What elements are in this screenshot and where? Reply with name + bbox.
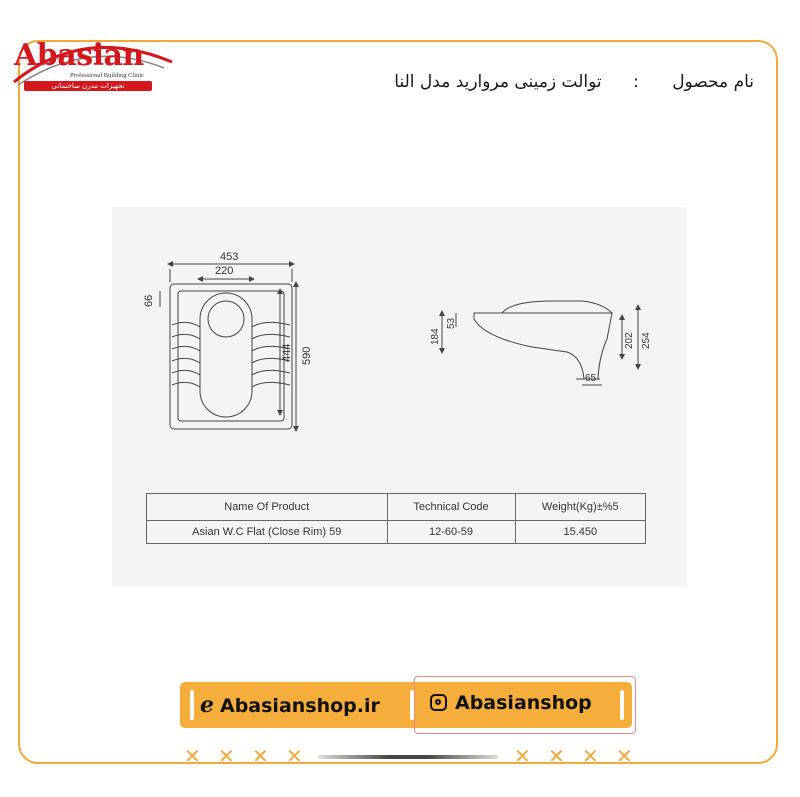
- table-cell: 15.450: [515, 521, 645, 544]
- x-mark-icon: ✕: [286, 744, 303, 768]
- footer-divider: [410, 690, 414, 720]
- product-name: توالت زمینی مروارید مدل النا: [394, 72, 602, 92]
- footer-divider: [620, 690, 624, 720]
- label-width-inner: 220: [215, 265, 234, 277]
- label-rim-depth: 53: [446, 317, 457, 329]
- product-title: [394, 72, 754, 92]
- top-view-foot-grip-left: [172, 322, 200, 387]
- product-label: نام محصول: [672, 72, 754, 92]
- table-header: Weight(Kg)±%5: [515, 494, 645, 521]
- x-mark-icon: ✕: [582, 744, 599, 768]
- label-outlet-offset: 65: [585, 373, 597, 384]
- x-mark-icon: ✕: [616, 744, 633, 768]
- table-row: [147, 521, 646, 544]
- side-view: [442, 301, 638, 385]
- instagram-link[interactable]: [430, 692, 592, 714]
- website-text: Abasianshop.ir: [220, 695, 380, 717]
- top-view: [160, 264, 296, 429]
- logo-persian-tagline: تجهیزات مدرن ساختمانی: [24, 81, 152, 91]
- spec-table: [146, 493, 646, 544]
- side-view-outline: [474, 313, 612, 379]
- instagram-icon: [430, 694, 447, 711]
- side-view-top: [502, 301, 612, 313]
- technical-drawing: [112, 207, 687, 587]
- x-mark-icon: ✕: [184, 744, 201, 768]
- label-width-outer: 453: [220, 251, 239, 263]
- label-height-total: 254: [641, 332, 652, 349]
- table-header: Technical Code: [387, 494, 515, 521]
- x-mark-icon: ✕: [218, 744, 235, 768]
- table-header: Name Of Product: [147, 494, 388, 521]
- label-height-left: 184: [430, 328, 441, 345]
- website-link[interactable]: [200, 692, 380, 718]
- instagram-text: Abasianshop: [455, 692, 592, 714]
- table-cell: 12-60-59: [387, 521, 515, 544]
- table-cell: Asian W.C Flat (Close Rim) 59: [147, 521, 388, 544]
- x-mark-icon: ✕: [548, 744, 565, 768]
- logo-tagline: Professional Building Clinic: [70, 72, 145, 79]
- x-mark-icon: ✕: [514, 744, 531, 768]
- label-height-mid: 202: [624, 332, 635, 349]
- logo-brand: Abasian: [14, 38, 144, 73]
- footer-divider: [190, 690, 194, 720]
- label-top-offset: 66: [143, 294, 155, 307]
- top-view-bowl: [200, 293, 252, 417]
- decorative-line: [318, 755, 498, 759]
- top-view-drain: [208, 301, 244, 337]
- table-header-row: [147, 494, 646, 521]
- top-view-outline: [170, 284, 292, 429]
- top-view-inner: [178, 291, 284, 421]
- product-colon: :: [633, 72, 639, 92]
- label-total-length: 590: [301, 346, 313, 365]
- x-mark-icon: ✕: [252, 744, 269, 768]
- label-inner-length: 444: [281, 343, 293, 362]
- browser-icon: e: [200, 692, 214, 718]
